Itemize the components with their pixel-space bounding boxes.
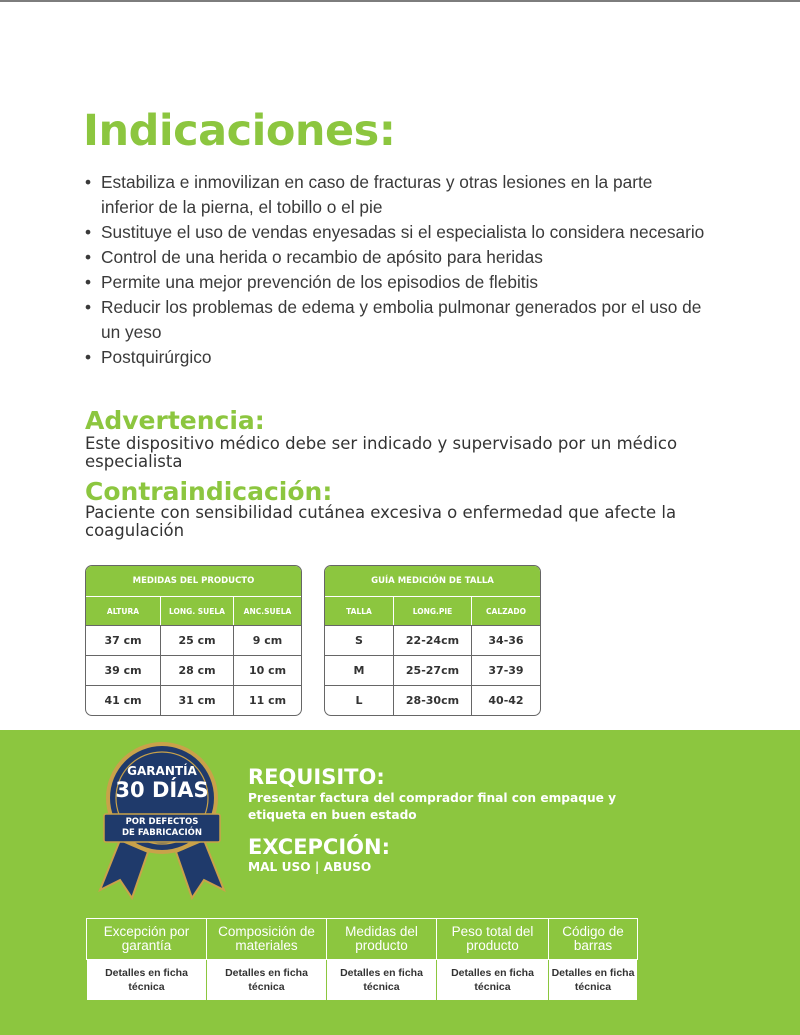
indicaciones-list [85, 170, 705, 370]
contraindicacion-title: Contraindicación: [85, 477, 333, 506]
table-cell: 11 cm [233, 685, 301, 715]
list-item: • Estabiliza e inmovilizan en caso de fracturas y otras lesiones en la parte inferior de la pierna, el tobillo o el pie [85, 170, 705, 220]
table-cell: 37-39 [471, 655, 540, 685]
table-row [325, 625, 540, 655]
excepcion-title: EXCEPCIÓN: [248, 835, 390, 859]
badge-line3: POR DEFECTOS [125, 817, 199, 827]
table-header: LONG. SUELA [160, 596, 233, 625]
table-row [325, 685, 540, 715]
advertencia-text: Este dispositivo médico debe ser indicado y supervisado por un médico especialista [85, 434, 678, 471]
table-header: Medidas del producto [327, 919, 437, 960]
table-header: CALZADO [471, 596, 540, 625]
table-header: TALLA [325, 596, 393, 625]
table-cell: 28 cm [160, 655, 233, 685]
table-header: ANC.SUELA [233, 596, 301, 625]
table-cell: 25-27cm [393, 655, 471, 685]
table-cell: Detalles en ficha técnica [207, 960, 327, 1001]
table-header: Peso total del producto [437, 919, 549, 960]
requisito-title: REQUISITO: [248, 765, 385, 789]
table-header: LONG.PIE [393, 596, 471, 625]
table-header: Excepción por garantía [87, 919, 207, 960]
table-cell: 34-36 [471, 625, 540, 655]
list-item: • Control de una herida o recambio de apósito para heridas [85, 245, 705, 270]
table-cell: 37 cm [86, 625, 160, 655]
talla-table-title: GUÍA MEDICIÓN DE TALLA [325, 566, 540, 596]
table-cell: 9 cm [233, 625, 301, 655]
table-cell: 39 cm [86, 655, 160, 685]
table-row [87, 960, 638, 1001]
table-cell: 40-42 [471, 685, 540, 715]
requisito-text: Presentar factura del comprador final con empaque y etiqueta en buen estado [248, 791, 617, 822]
table-row [86, 655, 301, 685]
table-header: ALTURA [86, 596, 160, 625]
excepcion-text: MAL USO | ABUSO [248, 860, 372, 874]
table-cell: M [325, 655, 393, 685]
indicaciones-title: Indicaciones: [83, 106, 396, 156]
table-header: Composición de materiales [207, 919, 327, 960]
table-row [86, 625, 301, 655]
table-cell: L [325, 685, 393, 715]
table-cell: 10 cm [233, 655, 301, 685]
table-cell: 31 cm [160, 685, 233, 715]
list-item: • Sustituye el uso de vendas enyesadas si el especialista lo considera necesario [85, 220, 705, 245]
list-item: • Postquirúrgico [85, 345, 705, 370]
table-row [325, 655, 540, 685]
top-divider [0, 0, 800, 2]
warranty-badge [82, 740, 242, 900]
medidas-table-title: MEDIDAS DEL PRODUCTO [86, 566, 301, 596]
table-row [86, 685, 301, 715]
advertencia-title: Advertencia: [85, 406, 265, 435]
contraindicacion-text: Paciente con sensibilidad cutánea excesiva o enfermedad que afecte la coagulación [85, 503, 677, 540]
table-cell: Detalles en ficha técnica [87, 960, 207, 1001]
badge-line4: DE FABRICACIÓN [122, 828, 202, 838]
table-cell: Detalles en ficha técnica [327, 960, 437, 1001]
table-cell: 22-24cm [393, 625, 471, 655]
medidas-table [85, 565, 302, 716]
badge-line2: 30 DÍAS [115, 778, 209, 802]
table-header: Código de barras [549, 919, 638, 960]
info-table [86, 918, 638, 1001]
table-cell: Detalles en ficha técnica [437, 960, 549, 1001]
table-cell: 28-30cm [393, 685, 471, 715]
badge-line1: GARANTÍA [127, 764, 197, 778]
table-cell: S [325, 625, 393, 655]
table-cell: 25 cm [160, 625, 233, 655]
list-item: • Permite una mejor prevención de los episodios de flebitis [85, 270, 705, 295]
list-item: • Reducir los problemas de edema y embolia pulmonar generados por el uso de un yeso [85, 295, 705, 345]
table-cell: Detalles en ficha técnica [549, 960, 638, 1001]
talla-table [324, 565, 541, 716]
table-cell: 41 cm [86, 685, 160, 715]
